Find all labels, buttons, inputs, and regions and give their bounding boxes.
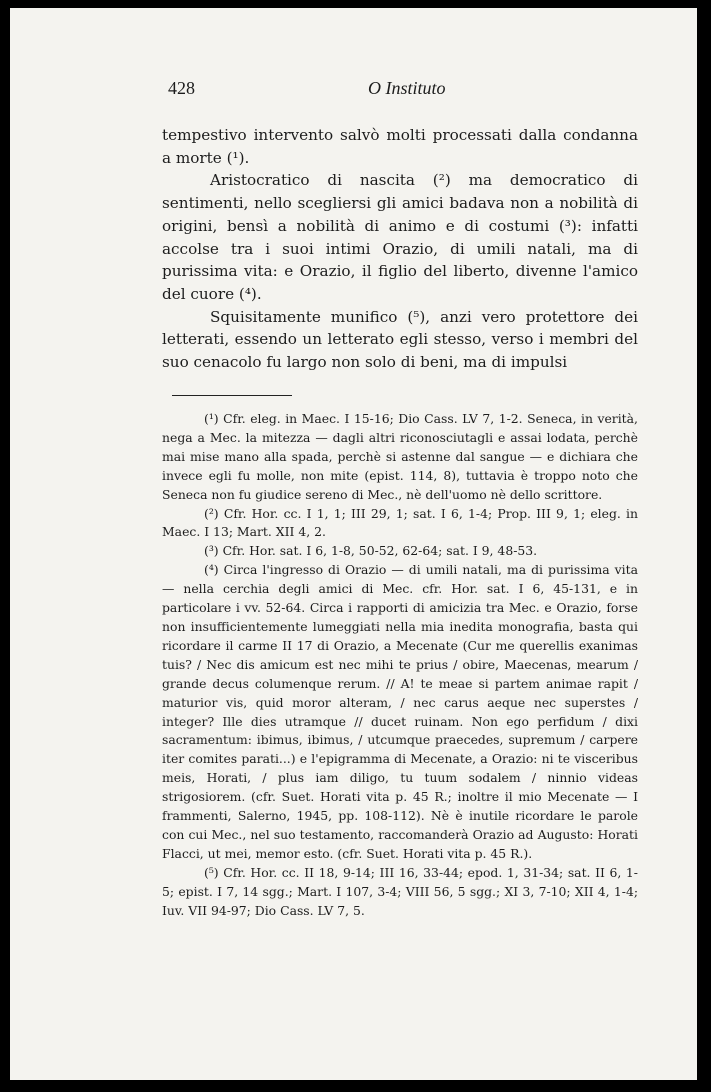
page-number: 428 (168, 78, 195, 98)
footnote-5: (⁵) Cfr. Hor. cc. II 18, 9-14; III 16, 33-44; epod. 1, 31-34; sat. II 6, 1-5; epist. I 7, 14 sgg.; Mart. I 107, 3-4; VIII 56, 5 sgg.; XI 3, 7-10; XII 4, 1-4; Iuv. VII 94-97; Dio Cass. LV 7, 5. (162, 864, 638, 918)
footnotes (162, 410, 638, 920)
footnote-4: (⁴) Circa l'ingresso di Orazio — di umili natali, ma di purissima vita — nella cerchia degli amici di Mec. cfr. Hor. sat. I 6, 45-131, e in particolare i vv. 52-64. Circa i rapporti di amicizia tra Mec. e Orazio, forse non insufficientemente lumeggiati nella mia inedita monografia, basta qui ricordare il carme II 17 di Orazio, a Mecenate (Cur me querellis exanimas tuis? / Nec dis amicum est nec mihi te prius / obire, Maecenas, mearum / grande decus columenque rerum. // A! te meae si partem animae rapit / maturior vis, quid moror alteram, / nec carus aeque nec superstes / integer? Ille dies utramque // ducet ruinam. Non ego perfidum / dixi sacramentum: ibimus, ibimus, / utcumque praecedes, supremum / carpere iter comites parati...) e l'epigramma di Mecenate, a Orazio: ni te visceribus meis, Horati, / plus iam diligo, tu tuum sodalem / ninnio videas strigosiorem. (cfr. Suet. Horati vita p. 45 R.; inoltre il mio Mecenate — I frammenti, Salerno, 1945, pp. 108-112). Nè è inutile ricordare le parole con cui Mec., nel suo testamento, raccomanderà Orazio ad Augusto: Horati Flacci, ut mei, memor esto. (cfr. Suet. Horati vita p. 45 R.). (162, 562, 638, 861)
paragraph-1: tempestivo intervento salvò molti processati dalla condanna a morte (¹). (162, 126, 638, 167)
paragraph-3: Squisitamente munifico (⁵), anzi vero protettore dei letterati, essendo un letterato egli stesso, verso i membri del suo cenacolo fu largo non solo di beni, ma di impulsi (162, 307, 638, 372)
footnote-2: (²) Cfr. Hor. cc. I 1, 1; III 29, 1; sat. I 6, 1-4; Prop. III 9, 1; eleg. in Maec. I 13; Mart. XII 4, 2. (162, 505, 638, 540)
footnote-divider (172, 395, 292, 396)
main-text (162, 124, 638, 374)
page-header (168, 78, 548, 102)
footnote-1: (¹) Cfr. eleg. in Maec. I 15-16; Dio Cass. LV 7, 1-2. Seneca, in verità, nega a Mec. la mitezza — dagli altri riconosciutagli e assai lodata, perchè mai mise mano alla spada, perchè si astenne dal sangue — e dichiara che invece egli fu molle, non mite (epist. 114, 8), tuttavia è troppo noto che Seneca non fu giudice sereno di Mec., nè dell'uomo nè dello scrittore. (162, 411, 638, 502)
paragraph-2: Aristocratico di nascita (²) ma democratico di sentimenti, nello scegliersi gli amici badava non a nobilità di origini, bensì a nobilità di animo e di costumi (³): infatti accolse tra i suoi intimi Orazio, di umili natali, ma di purissima vita: e Orazio, il figlio del liberto, divenne l'amico del cuore (⁴). (162, 171, 638, 303)
footnote-3: (³) Cfr. Hor. sat. I 6, 1-8, 50-52, 62-64; sat. I 9, 48-53. (204, 543, 538, 559)
book-page (10, 8, 697, 1080)
running-title: O Instituto (368, 78, 446, 98)
